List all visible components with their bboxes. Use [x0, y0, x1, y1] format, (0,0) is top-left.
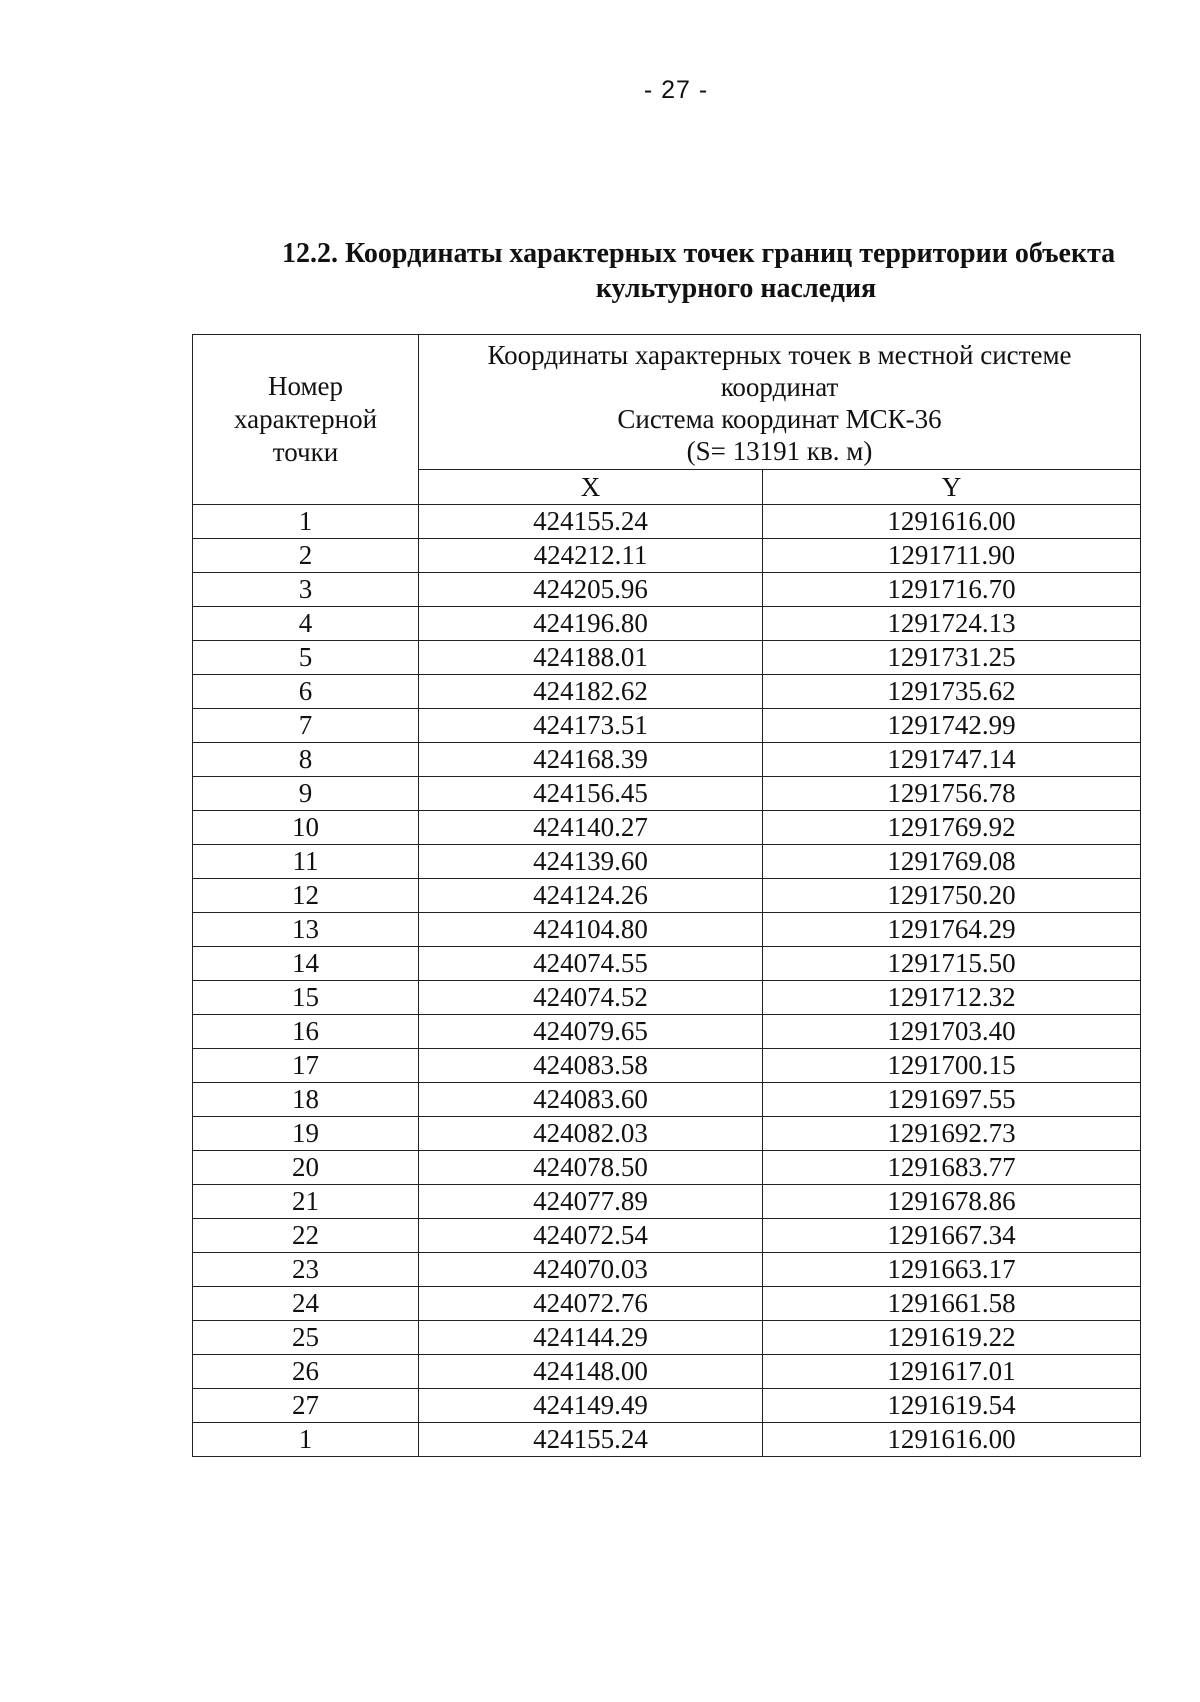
- table-row: [193, 811, 1141, 845]
- point-number-cell: 9: [193, 777, 419, 811]
- table-row: [193, 1219, 1141, 1253]
- point-number-cell: 5: [193, 641, 419, 675]
- table-row: [193, 607, 1141, 641]
- table-row: [193, 539, 1141, 573]
- x-coordinate-cell: 424074.55: [419, 947, 763, 981]
- x-coordinate-cell: 424149.49: [419, 1389, 763, 1423]
- point-number-cell: 21: [193, 1185, 419, 1219]
- section-heading-line-1: 12.2. Координаты характерных точек границ территории объекта: [282, 238, 1116, 269]
- y-coordinate-cell: 1291731.25: [763, 641, 1141, 675]
- x-coordinate-cell: 424072.76: [419, 1287, 763, 1321]
- coordinates-header-line: (S= 13191 кв. м): [686, 436, 873, 466]
- point-number-header-line: Номер: [267, 371, 344, 401]
- point-number-cell: 16: [193, 1015, 419, 1049]
- point-number-cell: 1: [193, 1423, 419, 1457]
- table-row: [193, 1185, 1141, 1219]
- x-coordinate-cell: 424139.60: [419, 845, 763, 879]
- x-coordinate-cell: 424168.39: [419, 743, 763, 777]
- table-row: [193, 1287, 1141, 1321]
- y-coordinate-cell: 1291769.08: [763, 845, 1141, 879]
- y-coordinate-cell: 1291661.58: [763, 1287, 1141, 1321]
- table-row: [193, 743, 1141, 777]
- point-number-cell: 23: [193, 1253, 419, 1287]
- y-coordinate-cell: 1291663.17: [763, 1253, 1141, 1287]
- section-heading: [282, 236, 1162, 306]
- table-row: [193, 573, 1141, 607]
- x-coordinate-cell: 424082.03: [419, 1117, 763, 1151]
- point-number-cell: 7: [193, 709, 419, 743]
- point-number-cell: 25: [193, 1321, 419, 1355]
- coordinates-header: [419, 335, 1141, 470]
- table-row: [193, 913, 1141, 947]
- table-row: [193, 675, 1141, 709]
- point-number-cell: 24: [193, 1287, 419, 1321]
- y-coordinate-cell: 1291678.86: [763, 1185, 1141, 1219]
- y-coordinate-cell: 1291619.22: [763, 1321, 1141, 1355]
- table-row: [193, 1253, 1141, 1287]
- point-number-cell: 27: [193, 1389, 419, 1423]
- table-row: [193, 879, 1141, 913]
- section-heading-line-2: культурного наследия: [595, 273, 877, 304]
- point-number-cell: 22: [193, 1219, 419, 1253]
- y-coordinate-cell: 1291747.14: [763, 743, 1141, 777]
- y-coordinate-cell: 1291700.15: [763, 1049, 1141, 1083]
- point-number-cell: 11: [193, 845, 419, 879]
- x-coordinate-cell: 424173.51: [419, 709, 763, 743]
- coordinates-table-body: [193, 505, 1141, 1457]
- point-number-cell: 18: [193, 1083, 419, 1117]
- y-coordinate-cell: 1291683.77: [763, 1151, 1141, 1185]
- x-coordinate-cell: 424124.26: [419, 879, 763, 913]
- point-number-cell: 4: [193, 607, 419, 641]
- x-coordinate-cell: 424182.62: [419, 675, 763, 709]
- table-row: [193, 505, 1141, 539]
- point-number-cell: 14: [193, 947, 419, 981]
- point-number-cell: 3: [193, 573, 419, 607]
- table-row: [193, 1355, 1141, 1389]
- coordinates-header-line: координат: [720, 372, 839, 402]
- y-coordinate-cell: 1291697.55: [763, 1083, 1141, 1117]
- y-coordinate-cell: 1291703.40: [763, 1015, 1141, 1049]
- x-column-header: X: [419, 470, 763, 505]
- y-coordinate-cell: 1291724.13: [763, 607, 1141, 641]
- y-coordinate-cell: 1291750.20: [763, 879, 1141, 913]
- x-coordinate-cell: 424156.45: [419, 777, 763, 811]
- x-coordinate-cell: 424205.96: [419, 573, 763, 607]
- point-number-cell: 1: [193, 505, 419, 539]
- point-number-cell: 13: [193, 913, 419, 947]
- y-coordinate-cell: 1291756.78: [763, 777, 1141, 811]
- coordinates-header-line: Координаты характерных точек в местной системе: [487, 340, 1072, 370]
- table-row: [193, 1083, 1141, 1117]
- table-row: [193, 1321, 1141, 1355]
- y-coordinate-cell: 1291616.00: [763, 505, 1141, 539]
- table-row: [193, 1151, 1141, 1185]
- table-row: [193, 1389, 1141, 1423]
- table-row: [193, 1117, 1141, 1151]
- point-number-cell: 26: [193, 1355, 419, 1389]
- table-row: [193, 641, 1141, 675]
- y-coordinate-cell: 1291769.92: [763, 811, 1141, 845]
- table-row: [193, 981, 1141, 1015]
- y-coordinate-cell: 1291716.70: [763, 573, 1141, 607]
- point-number-cell: 20: [193, 1151, 419, 1185]
- point-number-cell: 8: [193, 743, 419, 777]
- x-coordinate-cell: 424077.89: [419, 1185, 763, 1219]
- x-coordinate-cell: 424155.24: [419, 1423, 763, 1457]
- point-number-cell: 19: [193, 1117, 419, 1151]
- coordinates-table: [192, 334, 1141, 1457]
- point-number-cell: 12: [193, 879, 419, 913]
- table-row: [193, 1423, 1141, 1457]
- y-coordinate-cell: 1291711.90: [763, 539, 1141, 573]
- point-number-cell: 2: [193, 539, 419, 573]
- x-coordinate-cell: 424083.58: [419, 1049, 763, 1083]
- table-row: [193, 845, 1141, 879]
- y-coordinate-cell: 1291742.99: [763, 709, 1141, 743]
- x-coordinate-cell: 424188.01: [419, 641, 763, 675]
- x-coordinate-cell: 424212.11: [419, 539, 763, 573]
- y-coordinate-cell: 1291692.73: [763, 1117, 1141, 1151]
- x-coordinate-cell: 424070.03: [419, 1253, 763, 1287]
- y-column-header: Y: [763, 470, 1141, 505]
- point-number-header-line: точки: [272, 437, 339, 467]
- x-coordinate-cell: 424072.54: [419, 1219, 763, 1253]
- x-coordinate-cell: 424148.00: [419, 1355, 763, 1389]
- x-coordinate-cell: 424140.27: [419, 811, 763, 845]
- y-coordinate-cell: 1291616.00: [763, 1423, 1141, 1457]
- y-coordinate-cell: 1291712.32: [763, 981, 1141, 1015]
- y-coordinate-cell: 1291764.29: [763, 913, 1141, 947]
- x-coordinate-cell: 424104.80: [419, 913, 763, 947]
- x-coordinate-cell: 424078.50: [419, 1151, 763, 1185]
- y-coordinate-cell: 1291619.54: [763, 1389, 1141, 1423]
- coordinates-header-line: Система координат МСК-36: [617, 404, 942, 434]
- table-row: [193, 777, 1141, 811]
- point-number-cell: 10: [193, 811, 419, 845]
- x-coordinate-cell: 424079.65: [419, 1015, 763, 1049]
- x-coordinate-cell: 424144.29: [419, 1321, 763, 1355]
- point-number-header-line: характерной: [233, 404, 378, 434]
- table-row: [193, 1049, 1141, 1083]
- point-number-header: [193, 335, 419, 505]
- x-coordinate-cell: 424083.60: [419, 1083, 763, 1117]
- y-coordinate-cell: 1291735.62: [763, 675, 1141, 709]
- x-coordinate-cell: 424196.80: [419, 607, 763, 641]
- table-row: [193, 1015, 1141, 1049]
- x-coordinate-cell: 424155.24: [419, 505, 763, 539]
- page-number: - 27 -: [643, 76, 709, 104]
- point-number-cell: 15: [193, 981, 419, 1015]
- y-coordinate-cell: 1291667.34: [763, 1219, 1141, 1253]
- table-row: [193, 947, 1141, 981]
- y-coordinate-cell: 1291617.01: [763, 1355, 1141, 1389]
- y-coordinate-cell: 1291715.50: [763, 947, 1141, 981]
- point-number-cell: 6: [193, 675, 419, 709]
- table-row: [193, 709, 1141, 743]
- point-number-cell: 17: [193, 1049, 419, 1083]
- x-coordinate-cell: 424074.52: [419, 981, 763, 1015]
